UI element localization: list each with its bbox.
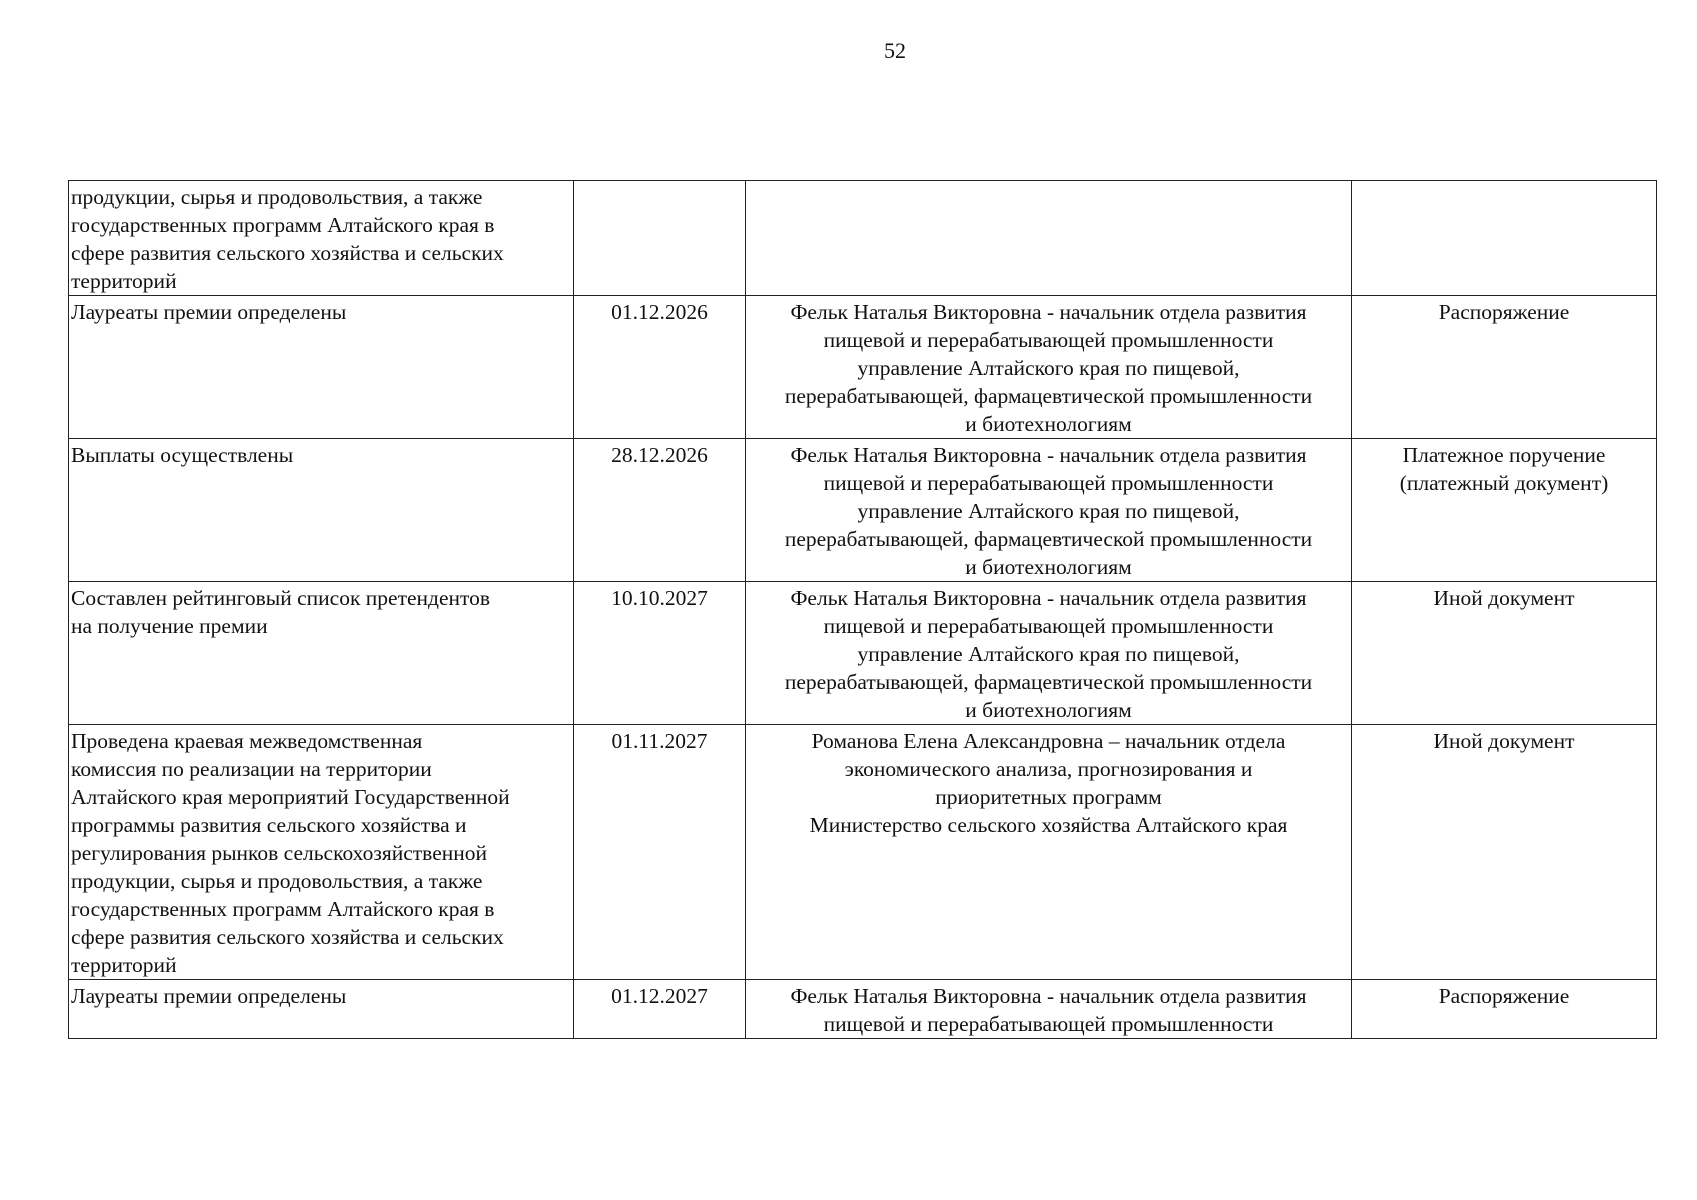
responsible-line: управление Алтайского края по пищевой, [857,499,1240,523]
event-cell [69,725,574,980]
event-line: Выплаты осуществлены [71,443,294,467]
event-line: Алтайского края мероприятий Государственной [71,785,510,809]
document-cell [1352,980,1657,1039]
responsible-cell [746,582,1352,725]
event-cell [69,439,574,582]
document-line: (платежный документ) [1399,471,1609,495]
responsible-line: перерабатывающей, фармацевтической промышленности [784,384,1313,408]
responsible-line: приоритетных программ [935,785,1162,809]
document-cell [1352,439,1657,582]
event-line: территорий [71,953,177,977]
event-line: продукции, сырья и продовольствия, а также [71,185,483,209]
table-row [69,439,1657,582]
table-row [69,296,1657,439]
event-line: государственных программ Алтайского края в [71,897,495,921]
responsible-line: и биотехнологиям [965,412,1132,436]
document-line: Платежное поручение [1402,443,1606,467]
responsible-line: Романова Елена Александровна – начальник отдела [811,729,1286,753]
table-row [69,181,1657,296]
document-line: Иной документ [1433,586,1575,610]
date-cell: 01.12.2026 [574,296,746,439]
event-line: сфере развития сельского хозяйства и сельских [71,241,504,265]
responsible-cell [746,439,1352,582]
document-cell [1352,725,1657,980]
event-line: государственных программ Алтайского края в [71,213,495,237]
event-cell [69,296,574,439]
responsible-cell [746,980,1352,1039]
event-cell [69,181,574,296]
event-cell [69,980,574,1039]
event-line: продукции, сырья и продовольствия, а также [71,869,483,893]
document-cell [1352,582,1657,725]
event-line: территорий [71,269,177,293]
event-line: комиссия по реализации на территории [71,757,432,781]
table-row [69,725,1657,980]
table-row [69,582,1657,725]
responsible-cell [746,296,1352,439]
event-line: Составлен рейтинговый список претендентов [71,586,491,610]
responsible-line: пищевой и перерабатывающей промышленности [823,614,1274,638]
document-line: Иной документ [1433,729,1575,753]
responsible-cell [746,181,1352,296]
responsible-cell [746,725,1352,980]
date-cell [574,181,746,296]
event-line: программы развития сельского хозяйства и [71,813,467,837]
responsible-line: перерабатывающей, фармацевтической промышленности [784,527,1313,551]
event-line: сфере развития сельского хозяйства и сельских [71,925,504,949]
document-line: Распоряжение [1438,300,1570,324]
responsible-line: перерабатывающей, фармацевтической промышленности [784,670,1313,694]
responsible-line: Фельк Наталья Викторовна - начальник отдела развития [790,300,1307,324]
event-line: регулирования рынков сельскохозяйственной [71,841,488,865]
responsible-line: экономического анализа, прогнозирования и [844,757,1253,781]
plan-table [68,180,1657,1039]
responsible-line: пищевой и перерабатывающей промышленности [823,328,1274,352]
event-line: Проведена краевая межведомственная [71,729,423,753]
event-line: Лауреаты премии определены [71,984,347,1008]
responsible-line: и биотехнологиям [965,698,1132,722]
date-cell: 28.12.2026 [574,439,746,582]
date-cell: 01.12.2027 [574,980,746,1039]
responsible-line: пищевой и перерабатывающей промышленности [823,471,1274,495]
responsible-line: управление Алтайского края по пищевой, [857,642,1240,666]
responsible-line: управление Алтайского края по пищевой, [857,356,1240,380]
responsible-line: Министерство сельского хозяйства Алтайского края [809,813,1288,837]
responsible-line: пищевой и перерабатывающей промышленности [823,1012,1274,1036]
document-cell [1352,296,1657,439]
event-line: на получение премии [71,614,268,638]
page-number: 52 [884,38,906,63]
table-row [69,980,1657,1039]
date-cell: 01.11.2027 [574,725,746,980]
document-line: Распоряжение [1438,984,1570,1008]
date-cell: 10.10.2027 [574,582,746,725]
document-cell [1352,181,1657,296]
responsible-line: Фельк Наталья Викторовна - начальник отдела развития [790,443,1307,467]
responsible-line: Фельк Наталья Викторовна - начальник отдела развития [790,586,1307,610]
event-cell [69,582,574,725]
responsible-line: Фельк Наталья Викторовна - начальник отдела развития [790,984,1307,1008]
event-line: Лауреаты премии определены [71,300,347,324]
responsible-line: и биотехнологиям [965,555,1132,579]
